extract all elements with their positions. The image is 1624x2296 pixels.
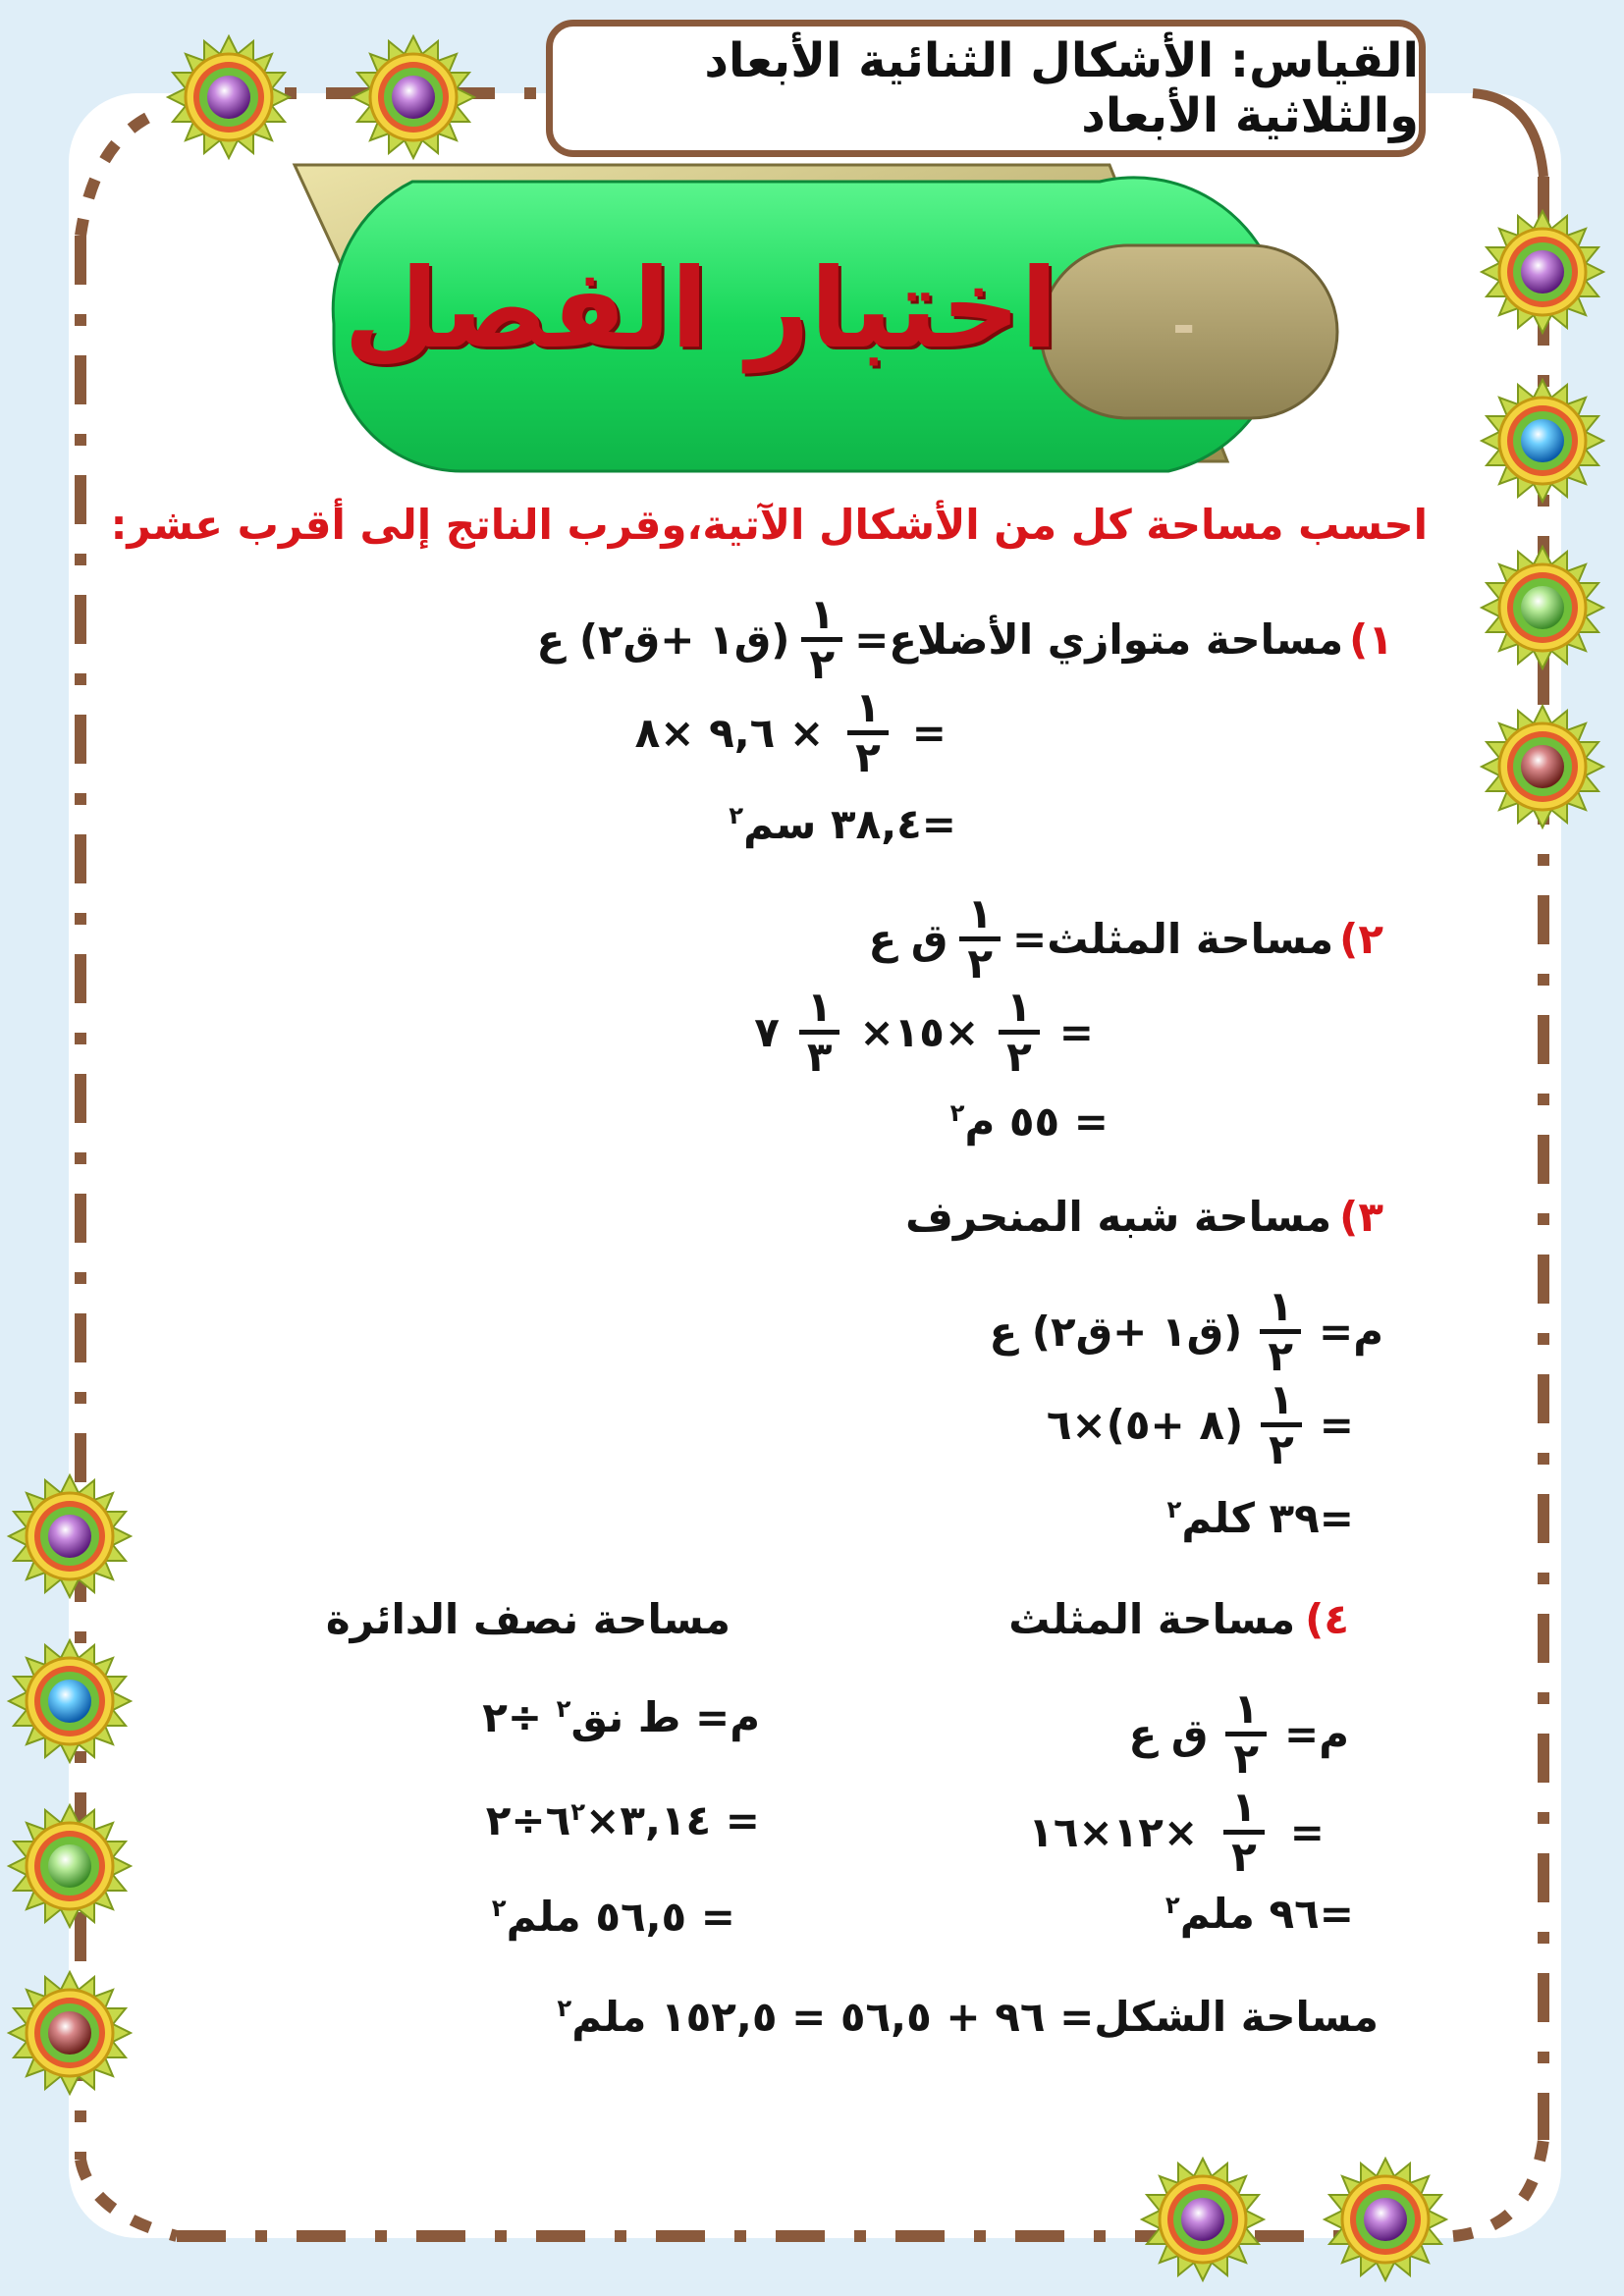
half-fraction: $\frac{١}{٢}$ bbox=[999, 987, 1040, 1078]
flower-purple-icon bbox=[165, 33, 293, 161]
flower-purple-icon bbox=[1322, 2156, 1449, 2283]
q4-total: مساحة الشكل= ٩٦ + ٥٦,٥ = ١٥٢,٥ ملم$^٢$ bbox=[557, 1993, 1379, 2041]
banner-title: اختبار الفصل bbox=[344, 245, 1058, 373]
q3-step-rest: (٨ +٥)×٦ bbox=[1046, 1401, 1244, 1449]
q2-number: ٢) bbox=[1339, 915, 1383, 963]
q2-step-end: ٧ bbox=[754, 1008, 780, 1056]
half-fraction: $\frac{١}{٢}$ bbox=[847, 687, 889, 778]
q4-number: ٤) bbox=[1305, 1595, 1349, 1643]
q4-semicircle-title: مساحة نصف الدائرة bbox=[325, 1595, 731, 1643]
flower-blue-icon bbox=[1479, 377, 1606, 505]
q4-semicircle-formula: م= ط نق$^٢$ ÷٢ bbox=[482, 1693, 760, 1741]
q3-title: مساحة شبه المنحرف bbox=[905, 1193, 1332, 1241]
q4-triangle-formula: م= $\frac{١}{٢}$ ق ع bbox=[1128, 1684, 1349, 1783]
q2-formula-rest: ق ع bbox=[868, 915, 948, 963]
q1-step-eq: = bbox=[911, 709, 947, 757]
flower-brown-icon bbox=[6, 1969, 134, 2097]
third-fraction: $\frac{١}{٣}$ bbox=[799, 987, 840, 1078]
flower-green-icon bbox=[6, 1802, 134, 1930]
q2-step-eq: = bbox=[1058, 1008, 1094, 1056]
instruction-text: احسب مساحة كل من الأشكال الآتية،وقرب الناتج إلى أقرب عشر: bbox=[110, 501, 1428, 549]
q3-step-eq: = bbox=[1319, 1401, 1354, 1449]
q4-triangle-step: = $\frac{١}{٢}$ ×١٢×١٦ bbox=[1028, 1783, 1325, 1881]
q3-title-line bbox=[905, 1193, 1383, 1241]
half-fraction: $\frac{١}{٢}$ bbox=[801, 594, 842, 685]
half-fraction: $\frac{١}{٢}$ bbox=[1223, 1787, 1265, 1878]
half-fraction: $\frac{١}{٢}$ bbox=[1225, 1688, 1267, 1780]
half-fraction: $\frac{١}{٢}$ bbox=[959, 893, 1001, 985]
flower-green-icon bbox=[1479, 544, 1606, 671]
q2-step-line bbox=[754, 983, 1094, 1081]
flower-brown-icon bbox=[1479, 703, 1606, 830]
flower-purple-icon bbox=[6, 1472, 134, 1600]
q3-formula-line bbox=[989, 1282, 1383, 1380]
header-box bbox=[546, 20, 1426, 157]
q3-result: =٣٩ كلم$^٢$ bbox=[1166, 1494, 1354, 1542]
q4-triangle-title-line bbox=[1008, 1595, 1349, 1643]
q1-formula-rest: (ق١ +ق٢) ع bbox=[536, 615, 790, 664]
q4-semicircle-step: = $٣,١٤\times ٦^٢\div ٢$ bbox=[485, 1796, 760, 1844]
q3-formula-lhs: م= bbox=[1319, 1308, 1383, 1356]
q2-formula-line bbox=[868, 889, 1384, 988]
header-title: القياس: الأشكال الثنائية الأبعاد والثلاثية الأبعاد bbox=[704, 33, 1419, 143]
q1-result: =٣٨,٤ سم$^٢$ bbox=[729, 800, 956, 848]
flower-blue-icon bbox=[6, 1637, 134, 1765]
q2-result: = ٥٥ م$^٢$ bbox=[949, 1097, 1109, 1146]
q3-step-line bbox=[1046, 1375, 1354, 1473]
q1-formula-line bbox=[536, 590, 1393, 688]
q3-number: ٣) bbox=[1339, 1193, 1383, 1241]
q1-step-rest: × ٩,٦ ×٨ bbox=[634, 709, 825, 757]
q1-number: ١) bbox=[1349, 615, 1393, 664]
q1-step-line bbox=[634, 683, 947, 781]
banner-dash: - bbox=[1172, 294, 1196, 358]
half-fraction: $\frac{١}{٢}$ bbox=[1260, 1286, 1301, 1377]
q4-triangle-title: مساحة المثلث bbox=[1008, 1595, 1296, 1643]
q4-semicircle-result: = ٥٦,٥ ملم$^٢$ bbox=[491, 1893, 735, 1941]
q4-triangle-result: =٩٦ ملم$^٢$ bbox=[1164, 1890, 1354, 1938]
q2-title: مساحة المثلث= bbox=[1012, 915, 1334, 963]
flower-purple-icon bbox=[1139, 2156, 1267, 2283]
flower-purple-icon bbox=[1479, 208, 1606, 336]
flower-purple-icon bbox=[350, 33, 477, 161]
q1-title: مساحة متوازي الأضلاع= bbox=[854, 615, 1344, 664]
q3-formula-rest: (ق١ +ق٢) ع bbox=[989, 1308, 1243, 1356]
q2-step-mid: ×١٥× bbox=[859, 1008, 980, 1056]
half-fraction: $\frac{١}{٢}$ bbox=[1261, 1379, 1302, 1470]
